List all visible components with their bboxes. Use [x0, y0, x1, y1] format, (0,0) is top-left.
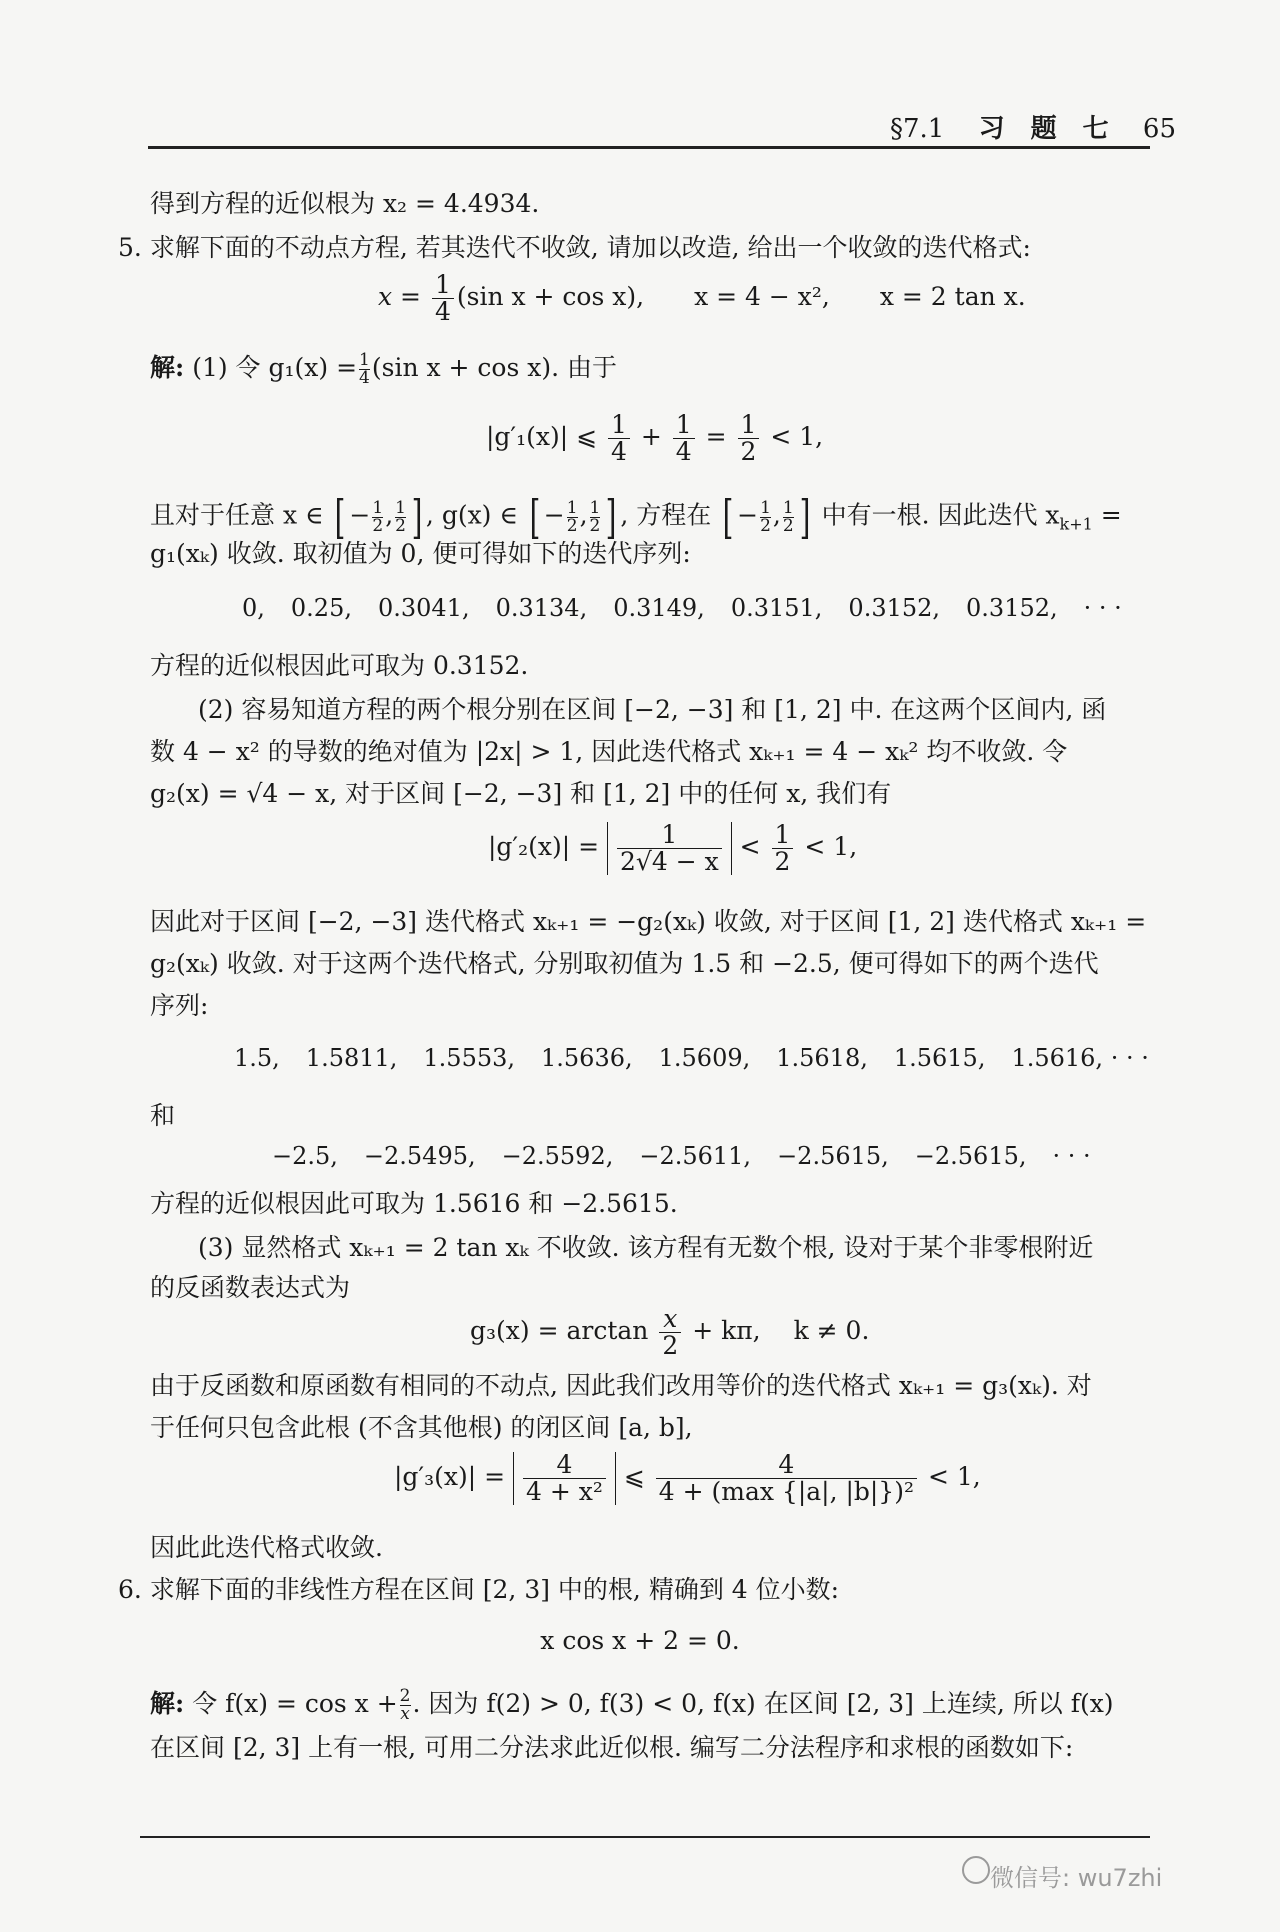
solution-6-line: 解: 令 f(x) = cos x + $\frac{2}{x}$ . 因为 f(2) > 0, f(3) < 0, f(x) 在区间 [2, 3] 上连续, 所以 f(x): [150, 1686, 1114, 1724]
text-line: 方程的近似根因此可取为 0.3152.: [150, 651, 529, 680]
problem-text: 求解下面的非线性方程在区间 [2, 3] 中的根, 精确到 4 位小数:: [149, 1575, 840, 1604]
text-line: (3) 显然格式 xₖ₊₁ = 2 tan xₖ 不收敛. 该方程有无数个根, 设对于某个非零根附近: [198, 1233, 1094, 1262]
solution-1-intro: 解: (1) 令 g₁(x) = $\frac{1}{4}$ (sin x + cos x). 由于: [150, 350, 618, 388]
header-section: §7.1: [890, 114, 945, 144]
problem-5: [118, 232, 1031, 264]
equation-6: x cos x + 2 = 0.: [540, 1626, 740, 1655]
text-line: 由于反函数和原函数有相同的不动点, 因此我们改用等价的迭代格式 xₖ₊₁ = g₃(xₖ). 对: [150, 1371, 1092, 1400]
interval-line: 且对于任意 x ∈ [ − $\frac{1}{2}$ , $\frac{1}{2}$ ] , g(x) ∈ [ − $\frac{1}{2}$ , $\frac{1}{2}$ ] , 方程在 [ − $\frac{1}{2}$ , $\frac{1}{2}$ ] 中有一根. 因此迭代 $x_{k+1}$ =: [150, 490, 1122, 544]
text-line: 数 4 − x² 的导数的绝对值为 |2x| > 1, 因此迭代格式 xₖ₊₁ = 4 − xₖ² 均不收敛. 令: [150, 737, 1068, 766]
text-line: 在区间 [2, 3] 上有一根, 可用二分法求此近似根. 编写二分法程序和求根的函数如下:: [150, 1733, 1074, 1762]
text-line: 于任何只包含此根 (不含其他根) 的闭区间 [a, b],: [150, 1413, 693, 1442]
text-line: 因此对于区间 [−2, −3] 迭代格式 xₖ₊₁ = −g₂(xₖ) 收敛, 对于区间 [1, 2] 迭代格式 xₖ₊₁ =: [150, 907, 1147, 936]
header-title: 习 题 七: [978, 114, 1109, 144]
text-line: (2) 容易知道方程的两个根分别在区间 [−2, −3] 和 [1, 2] 中. 在这两个区间内, 函: [198, 695, 1107, 724]
iteration-sequence-3: −2.5, −2.5495, −2.5592, −2.5611, −2.5615, −2.5615, · · ·: [272, 1142, 1091, 1170]
text-line: 得到方程的近似根为 x₂ = 4.4934.: [150, 189, 540, 218]
problem-text: 求解下面的不动点方程, 若其迭代不收敛, 请加以改造, 给出一个收敛的迭代格式:: [149, 233, 1031, 262]
inequality-3: |g′₃(x)| = $\frac{4}{\text{4 + x²}}$ ⩽ $\frac{4}{\text{4 + (max \{|a|, |b|\})²}}$ < 1,: [394, 1450, 981, 1506]
problem-number: 6.: [118, 1575, 142, 1604]
inequality-1: |g′₁(x)| ⩽ $\frac{1}{4}$ + $\frac{1}{4}$ = $\frac{1}{2}$ < 1,: [486, 410, 824, 466]
text-line: 因此此迭代格式收敛.: [150, 1533, 383, 1562]
iteration-sequence-1: 0, 0.25, 0.3041, 0.3134, 0.3149, 0.3151, 0.3152, 0.3152, · · ·: [242, 594, 1122, 622]
text-line: 的反函数表达式为: [150, 1273, 351, 1302]
text-line: 序列:: [150, 991, 209, 1020]
text-line: 和: [150, 1101, 176, 1130]
equation-3: g₃(x) = arctan $\frac{x}{2}$ + kπ, k ≠ 0.: [470, 1304, 870, 1360]
inequality-2: |g′₂(x)| = $\frac{1}{2√4 - x}$ < $\frac{1}{2}$ < 1,: [488, 820, 858, 876]
text-line: g₂(xₖ) 收敛. 对于这两个迭代格式, 分别取初值为 1.5 和 −2.5, 便可得如下的两个迭代: [150, 949, 1099, 978]
text-line: g₂(x) = √4 − x, 对于区间 [−2, −3] 和 [1, 2] 中的任何 x, 我们有: [150, 779, 892, 808]
footer-rule: [140, 1836, 1150, 1838]
text-line: g₁(xₖ) 收敛. 取初值为 0, 便可得如下的迭代序列:: [150, 539, 691, 568]
fraction: $\frac{1}{4}$: [432, 272, 454, 325]
equation-5: x = $\frac{1}{4}$ (sin x + cos x), x = 4 − x², x = 2 tan x.: [378, 270, 1026, 326]
text-line: 方程的近似根因此可取为 1.5616 和 −2.5615.: [150, 1189, 678, 1218]
problem-number: 5.: [118, 233, 142, 262]
watermark: 微信号: wu7zhi: [990, 1864, 1163, 1892]
running-header: [890, 108, 1176, 145]
header-rule: [148, 146, 1150, 149]
wechat-icon: [962, 1856, 990, 1884]
iteration-sequence-2: 1.5, 1.5811, 1.5553, 1.5636, 1.5609, 1.5618, 1.5615, 1.5616, · · ·: [234, 1044, 1149, 1072]
header-page-number: 65: [1142, 114, 1176, 144]
problem-6: [118, 1574, 839, 1606]
